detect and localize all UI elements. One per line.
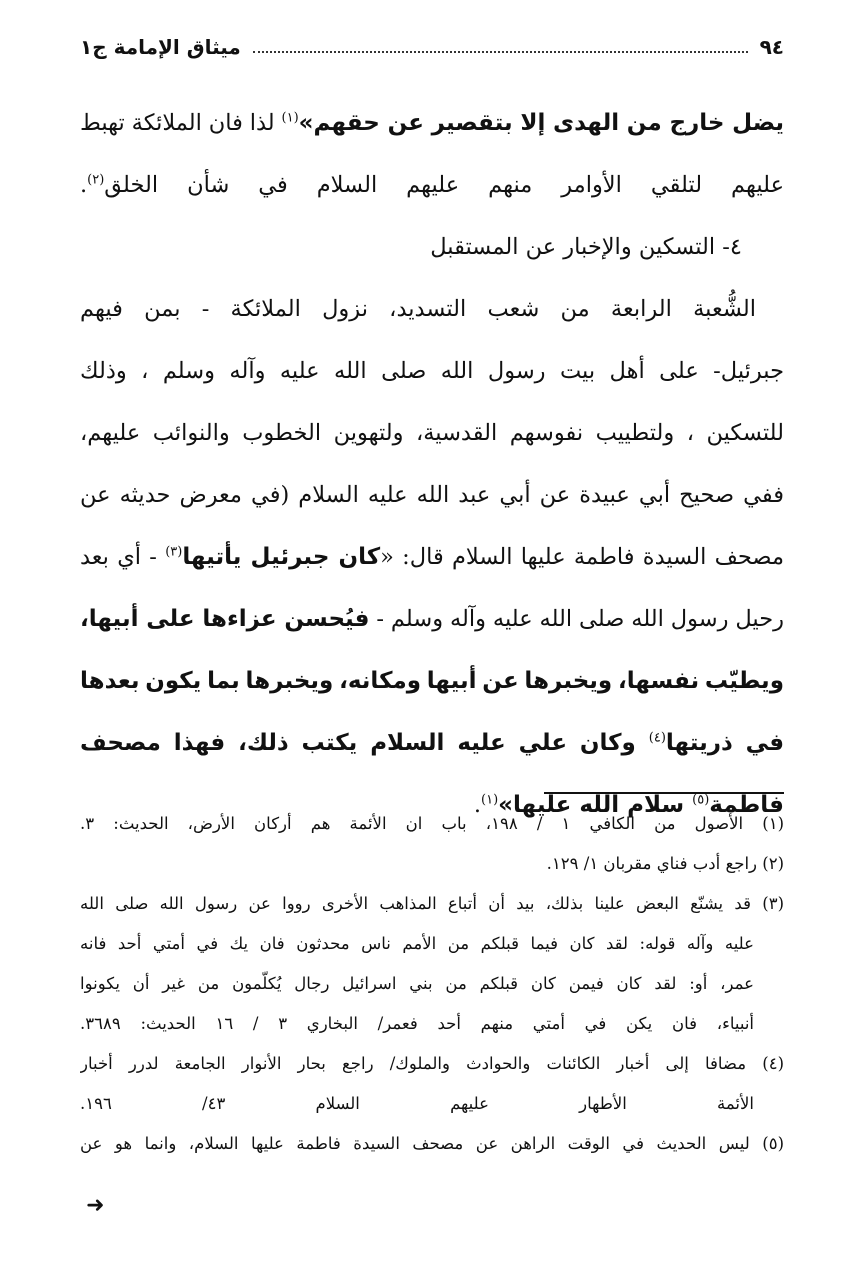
text-line — [80, 402, 784, 464]
footnote-marker: (٣) — [165, 544, 183, 560]
footnote-marker: (١) — [481, 792, 499, 808]
text-run: لذا فان الملائكة تهبط — [80, 110, 282, 136]
quoted-text: وكان علي عليه السلام يكتب ذلك، فهذا مصحف — [80, 730, 649, 756]
text-run: جبرئيل- على أهل بيت رسول الله صلى الله عليه وآله وسلم ، وذلك — [80, 358, 784, 384]
text-run: . — [473, 792, 481, 818]
page-number: ٩٤ — [759, 35, 784, 59]
footnote-line: أنبياء، فان يكن في أمتي منهم أحد فعمر/ البخاري ٣ / ١٦ الحديث: ٣٦٨٩. — [80, 1014, 754, 1033]
footnote-line: (٢) راجع أدب فناي مقربان ١/ ١٢٩. — [546, 854, 784, 873]
footnote-line: (٥) ليس الحديث في الوقت الراهن عن مصحف السيدة فاطمة عليها السلام، وانما هو عن — [80, 1134, 784, 1153]
text-run: ٤- التسكين والإخبار عن المستقبل — [430, 234, 742, 260]
quoted-text: فيُحسن عزاءها على أبيها، — [80, 606, 370, 632]
footnote-marker: (٤) — [648, 730, 666, 746]
footnote-line: (٣) قد يشنّع البعض علينا بذلك، بيد أن أتباع المذاهب الأخرى رووا عن رسول الله صلى الله — [80, 894, 784, 913]
text-run: - أي بعد — [80, 544, 166, 570]
text-run: الشُّعبة الرابعة من شعب التسديد، نزول الملائكة - بمن فيهم — [80, 296, 756, 322]
footnote-line: عليه وآله قوله: لقد كان فيما قبلكم من الأمم ناس محدثون فان يك في أمتي أحد فانه — [80, 934, 754, 953]
text-line — [80, 154, 784, 216]
section-heading — [80, 216, 784, 278]
arrow-left-icon: ➜ — [86, 1193, 105, 1218]
text-run: عليهم لتلقي الأوامر منهم عليهم السلام في شأن الخلق — [104, 172, 784, 198]
text-run: للتسكين ، ولتطييب نفوسهم القدسية، ولتهوين الخطوب والنوائب عليهم، — [80, 420, 784, 446]
text-line — [80, 712, 784, 774]
quoted-text: يضل خارج من الهدى إلا بتقصير عن حقهم» — [298, 110, 784, 136]
footnotes — [80, 804, 784, 1164]
quoted-text: كان جبرئيل يأتيها — [182, 544, 381, 570]
text-line — [80, 588, 784, 650]
page-header — [80, 30, 784, 64]
text-line — [80, 650, 784, 712]
text-line — [80, 340, 784, 402]
footnote-line: (١) الأصول من الكافي ١ / ١٩٨، باب ان الأئمة هم أركان الأرض، الحديث: ٣. — [80, 814, 784, 833]
footnote-marker: (١) — [281, 110, 299, 126]
book-title: ميثاق الإمامة ج١ — [80, 35, 241, 59]
footnote-line: عمر، أو: لقد كان فيمن كان قبلكم من بني اسرائيل رجال يُكلّمون من غير أن يكونوا — [80, 974, 754, 993]
footnote-marker: (٢) — [87, 172, 105, 188]
quoted-text: ويطيّب نفسها، ويخبرها عن أبيها ومكانه، ويخبرها بما يكون بعدها — [80, 668, 784, 694]
quoted-text: في ذريتها — [665, 730, 784, 756]
main-text — [80, 92, 784, 836]
footnote-line: (٤) مضافا إلى أخبار الكائنات والحوادث والملوك/ راجع بحار الأنوار الجامعة لدرر أخبار — [80, 1054, 784, 1073]
text-line — [80, 278, 784, 340]
text-run: . — [80, 172, 88, 198]
footnote-line: الأئمة الأطهار عليهم السلام ٤٣/ ١٩٦. — [80, 1094, 754, 1113]
quoted-text: سلام الله عليها» — [498, 792, 693, 818]
footnote-marker: (٥) — [692, 792, 710, 808]
text-line — [80, 464, 784, 526]
text-run: مصحف السيدة فاطمة عليها السلام قال: « — [380, 544, 784, 570]
header-dot-leader — [253, 51, 748, 53]
text-run: ففي صحيح أبي عبيدة عن أبي عبد الله عليه السلام (في معرض حديثه عن — [80, 482, 784, 508]
footnote-separator — [544, 792, 784, 794]
text-line — [80, 526, 784, 588]
quoted-text: فاطمة — [709, 792, 784, 818]
text-run: رحيل رسول الله صلى الله عليه وآله وسلم - — [369, 606, 784, 632]
text-line — [80, 92, 784, 154]
